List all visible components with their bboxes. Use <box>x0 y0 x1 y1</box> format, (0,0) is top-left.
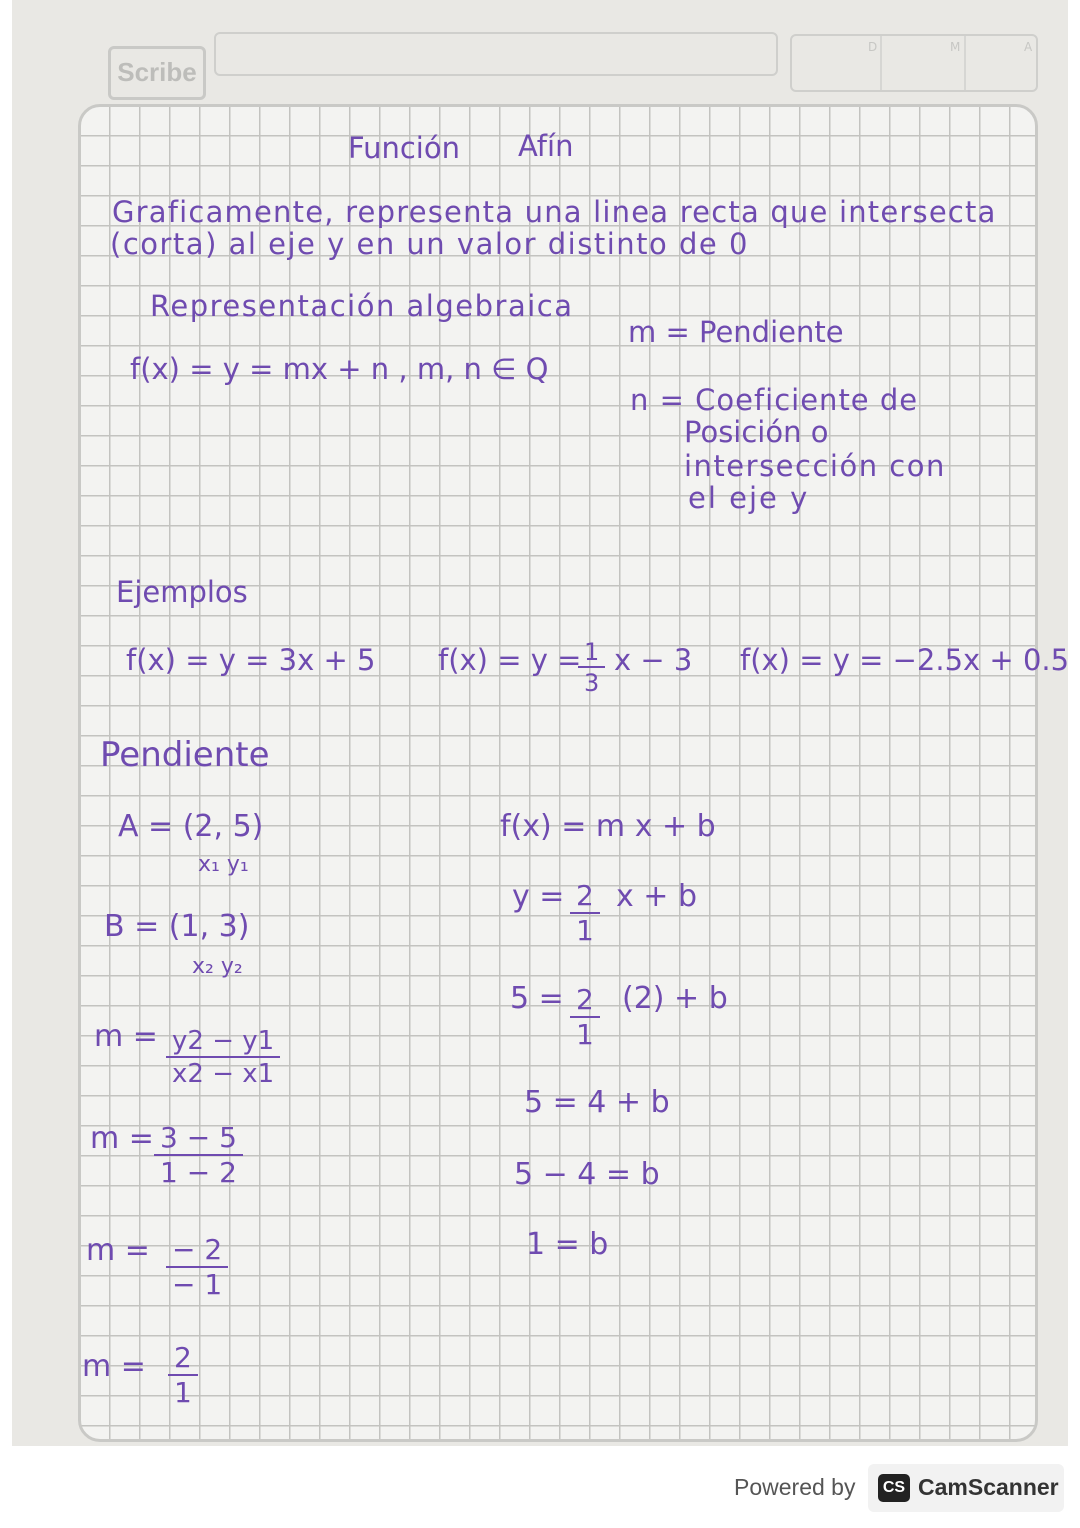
line-equation-step-1-left: y = <box>512 879 565 914</box>
title-word-funcion: Función <box>348 131 460 165</box>
line-equation-step-2-left: 5 = <box>510 981 564 1016</box>
line-equation-step-2-denominator: 1 <box>576 1018 594 1051</box>
slope-result-numerator: 2 <box>168 1344 198 1376</box>
example-2-right: x − 3 <box>614 643 693 677</box>
line-equation-step-1-right: x + b <box>616 879 698 914</box>
line-equation-result: 1 = b <box>526 1227 609 1262</box>
slope-formula-fraction <box>166 1028 280 1087</box>
date-month-label: M <box>950 40 961 54</box>
example-1: f(x) = y = 3x + 5 <box>126 643 376 677</box>
line-equation-step-1-numerator: 2 <box>570 882 600 914</box>
line-equation-step-1-fraction <box>570 879 600 947</box>
slope-step-2-label: m = <box>86 1233 150 1268</box>
n-definition-line-3: intersección con <box>684 449 946 483</box>
header-title-field <box>214 32 778 76</box>
point-b-subscripts: x₂ y₂ <box>192 954 243 979</box>
slope-heading: Pendiente <box>100 735 270 775</box>
line-equation-step-3: 5 = 4 + b <box>524 1085 670 1120</box>
slope-step-2-denominator: − 1 <box>172 1268 223 1301</box>
date-day-label: D <box>868 40 878 54</box>
point-a-subscripts: x₁ y₁ <box>198 852 249 877</box>
title-word-afin: Afín <box>518 129 574 163</box>
example-3: f(x) = y = −2.5x + 0.5 <box>740 643 1070 677</box>
powered-by-text: Powered by <box>734 1474 856 1500</box>
brand-text: Scribe <box>117 57 197 87</box>
example-2-numerator: 1 <box>578 640 605 668</box>
line-equation-step-2-fraction <box>570 983 600 1051</box>
camscanner-logo-icon: CS <box>878 1474 910 1502</box>
line-equation-general: f(x) = m x + b <box>500 809 716 844</box>
example-2-left: f(x) = y = <box>438 643 582 677</box>
examples-heading: Ejemplos <box>116 575 248 609</box>
line-equation-step-2-numerator: 2 <box>570 986 600 1018</box>
header-date-field <box>790 34 1038 92</box>
line-equation-step-1-denominator: 1 <box>576 914 594 947</box>
n-definition-line-2: Posición o <box>684 415 829 449</box>
slope-formula-denominator: x2 − x1 <box>172 1059 275 1089</box>
slope-result-label: m = <box>82 1349 146 1384</box>
slope-step-2-fraction <box>166 1233 228 1301</box>
slope-step-1-denominator: 1 − 2 <box>160 1156 237 1189</box>
slope-step-1-fraction <box>154 1121 243 1189</box>
n-definition-line-1: n = Coeficiente de <box>630 383 919 417</box>
n-definition-line-4: el eje y <box>688 481 810 515</box>
date-divider <box>964 36 966 90</box>
slope-step-1-label: m = <box>90 1121 154 1156</box>
camscanner-name: CamScanner <box>918 1474 1059 1500</box>
example-2-fraction <box>578 640 605 695</box>
slope-formula-label: m = <box>94 1019 158 1054</box>
example-2-denominator: 3 <box>584 669 600 697</box>
notebook-brand-logo <box>108 46 206 100</box>
m-definition: m = Pendiente <box>628 315 844 349</box>
slope-result-denominator: 1 <box>174 1376 192 1409</box>
slope-step-1-numerator: 3 − 5 <box>154 1124 243 1156</box>
general-formula: f(x) = y = mx + n , m, n ∈ Q <box>130 352 549 386</box>
slope-step-2-numerator: − 2 <box>166 1236 228 1268</box>
date-year-label: A <box>1024 40 1033 54</box>
date-divider <box>880 36 882 90</box>
point-b: B = (1, 3) <box>104 909 250 944</box>
description-line-2: (corta) al eje y en un valor distinto de 0 <box>110 227 749 261</box>
slope-result-fraction <box>168 1341 198 1409</box>
line-equation-step-2-right: (2) + b <box>622 981 728 1016</box>
algebraic-heading: Representación algebraica <box>150 289 574 323</box>
line-equation-step-4: 5 − 4 = b <box>514 1157 660 1192</box>
point-a: A = (2, 5) <box>118 809 264 844</box>
description-line-1: Graficamente, representa una linea recta que intersecta <box>112 195 997 229</box>
slope-formula-numerator: y2 − y1 <box>166 1028 280 1058</box>
